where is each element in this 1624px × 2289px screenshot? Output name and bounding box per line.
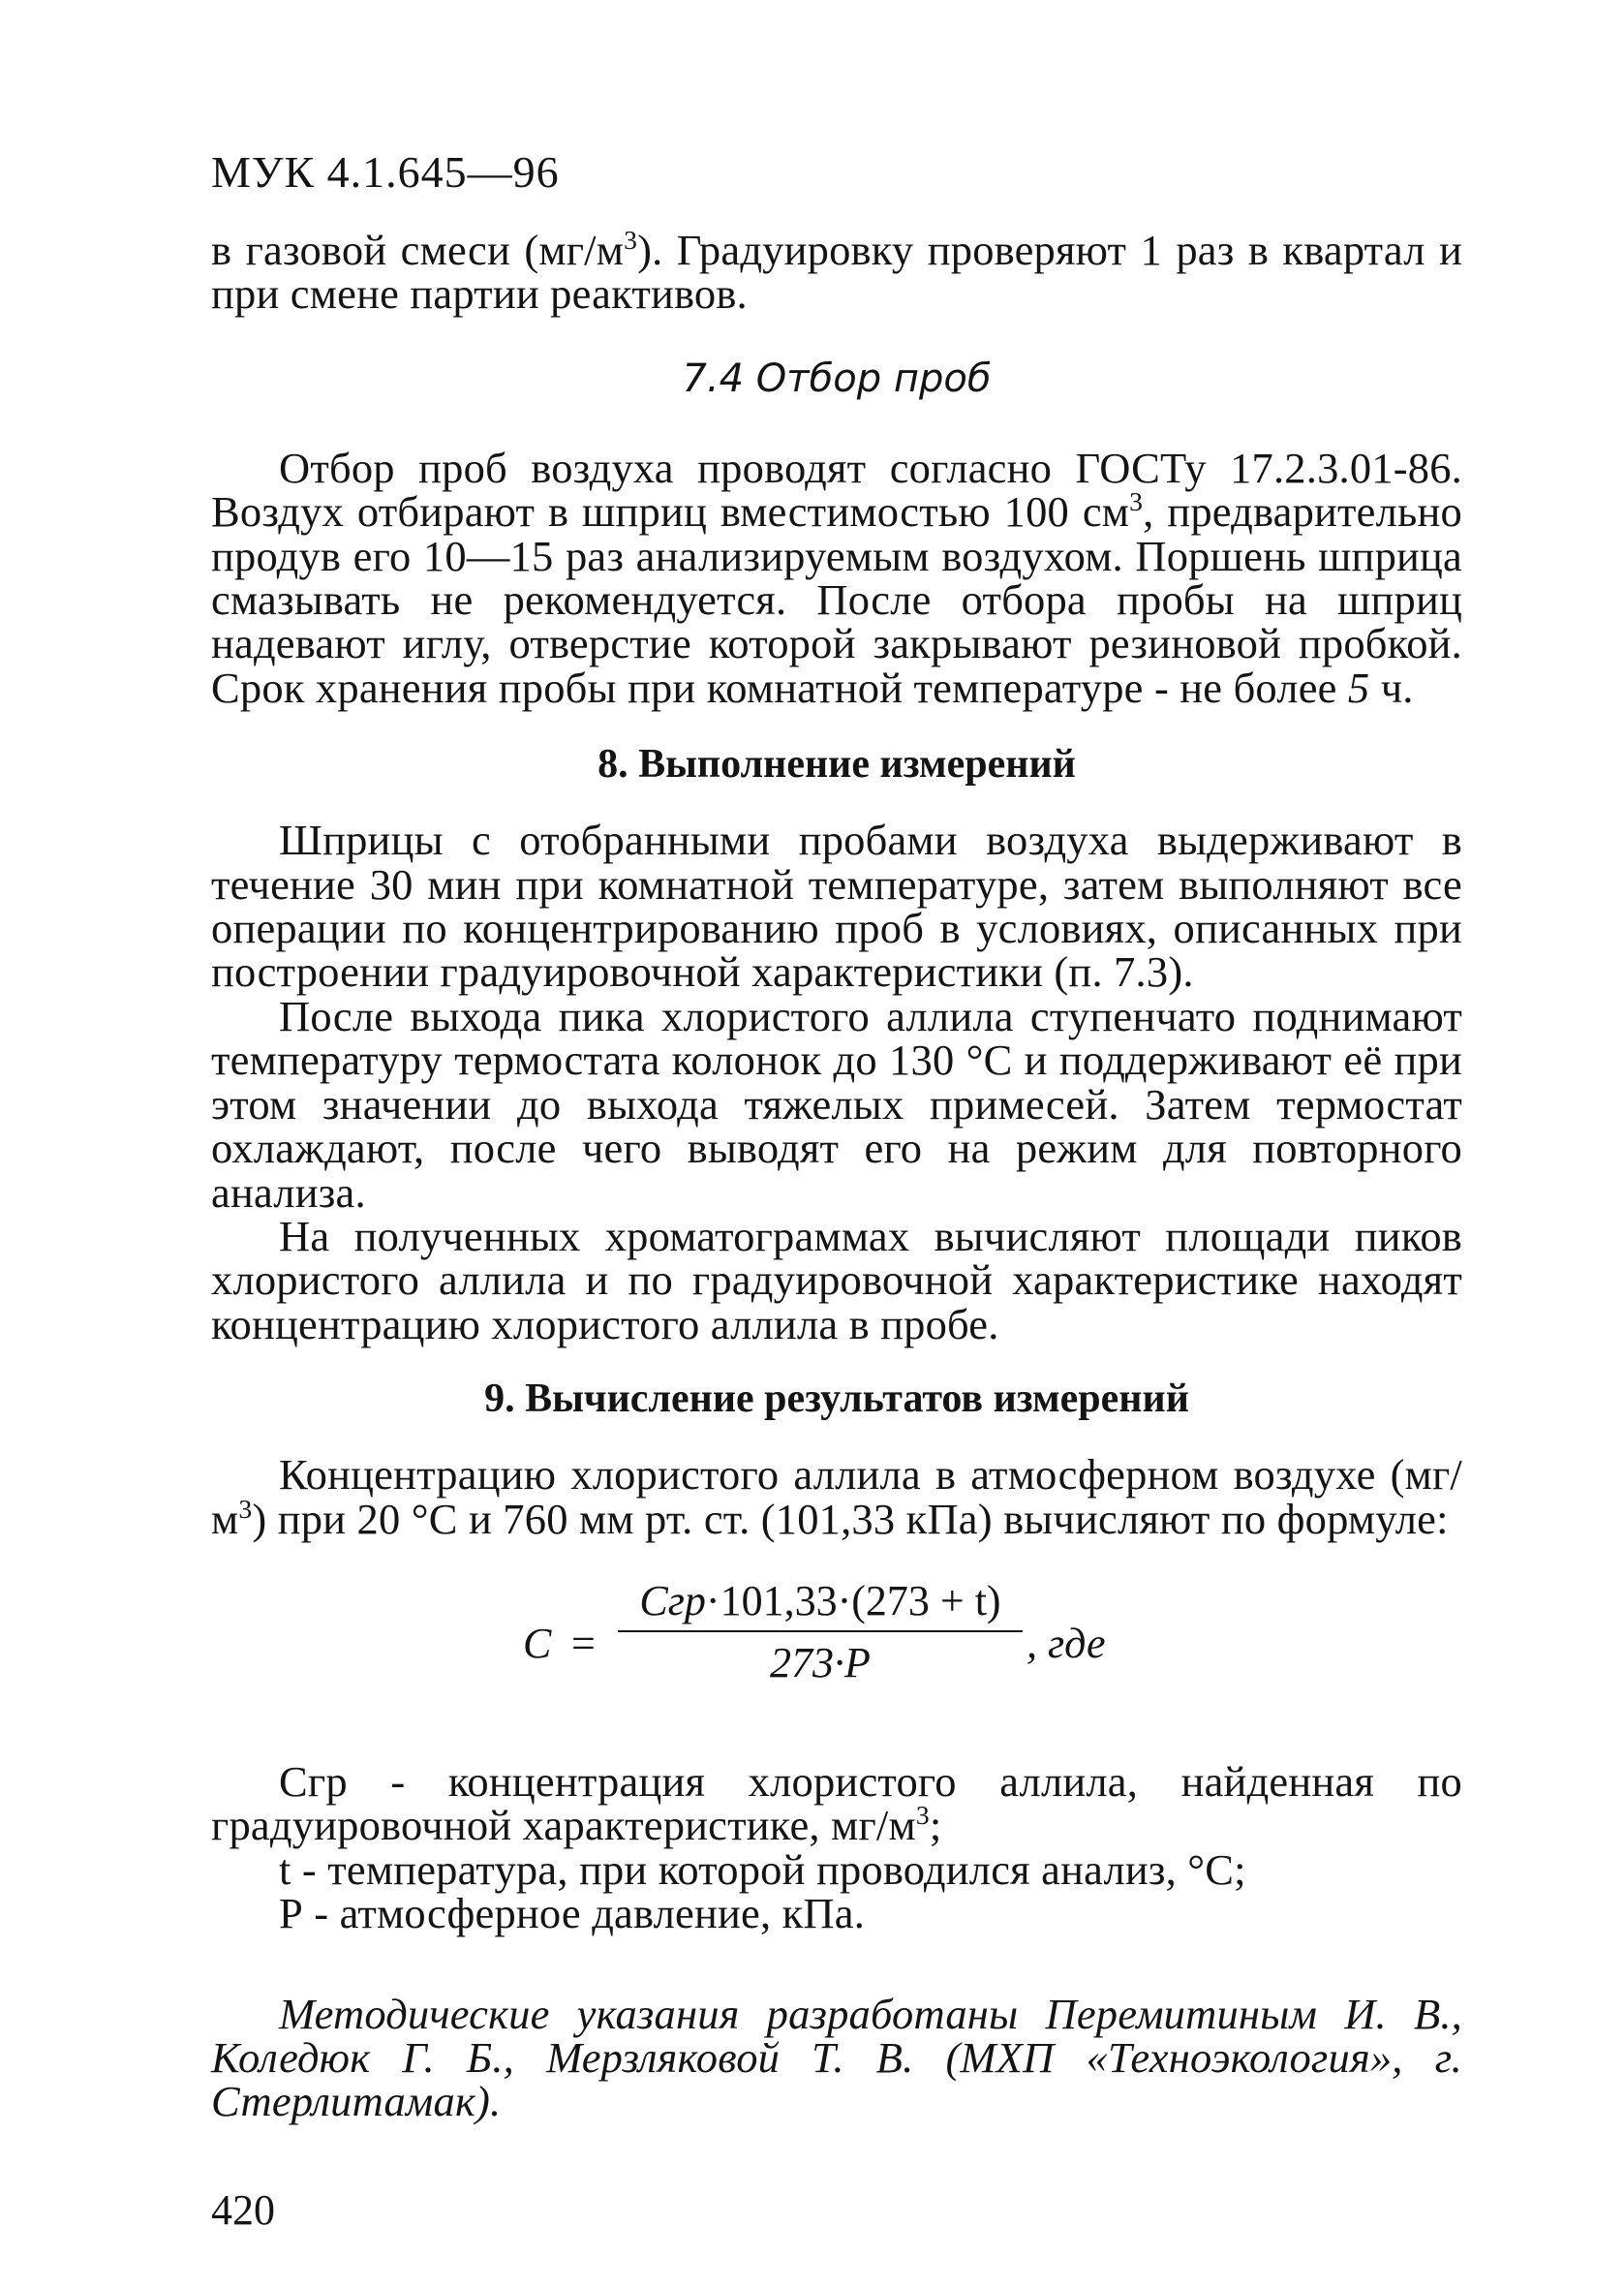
section-8-paragraph-3: На полученных хроматограммах вычисляют площади пиков хлористого аллила и по градуировочной характеристике находят концентрацию хлористого аллила в пробе. bbox=[211, 1211, 1462, 1348]
section-9-heading: 9. Вычисление результатов измерений bbox=[484, 1376, 1189, 1422]
formula-denominator: 273·P bbox=[770, 1638, 871, 1686]
credits-block bbox=[211, 1989, 1462, 2126]
formula-legend bbox=[211, 1756, 1462, 1938]
page-content bbox=[211, 145, 1462, 2235]
formula-numerator bbox=[618, 1576, 1023, 1626]
section-7-4-superscript: 3 bbox=[1129, 486, 1144, 517]
section-9-text-b: ) при 20 °С и 760 мм рт. ст. (101,33 кПа) вычисляют по формуле: bbox=[252, 1494, 1449, 1543]
section-8-paragraph-1: Шприцы с отобранными пробами воздуха выдерживают в течение 30 мин при комнатной температуре, затем выполняют все операции по концентрированию проб в условиях, описанных при построении градуировочной характеристики (п. 7.3). bbox=[211, 816, 1462, 997]
intro-superscript: 3 bbox=[624, 225, 638, 256]
legend-text-cgr-end: ; bbox=[929, 1801, 942, 1850]
section-7-4-text-b: , предварительно продув его 10—15 раз анализируемым воздухом. Поршень шприца смазывать не рекомендуется. После отбора пробы на шприц надевают иглу, отверстие которой закрывают резиновой пробкой. Срок хранения пробы при комнатной температуре - не более bbox=[211, 487, 1462, 712]
section-9-paragraph bbox=[211, 1450, 1462, 1543]
formula-tail: , где bbox=[1026, 1619, 1106, 1667]
section-8-heading: 8. Выполнение измерений bbox=[598, 742, 1076, 788]
section-9-text-a: Концентрацию хлористого аллила в атмосферном воздухе (мг/м bbox=[211, 1450, 1462, 1543]
section-7-4-heading: 7.4 Отбор проб bbox=[682, 356, 992, 401]
legend-item-cgr bbox=[211, 1756, 1462, 1850]
page-header: МУК 4.1.645—96 bbox=[211, 147, 560, 197]
formula-numerator-rest: ·101,33·(273 + t) bbox=[705, 1576, 1001, 1624]
formula-fraction-bar bbox=[618, 1630, 1023, 1632]
intro-paragraph bbox=[211, 225, 1462, 319]
formula-numerator-variable: Cгр bbox=[639, 1576, 706, 1624]
section-7-4-text-a: Отбор проб воздуха проводят согласно ГОСТу 17.2.3.01-86. Воздух отбирают в шприц вместимостью 100 см bbox=[211, 443, 1462, 537]
section-8-paragraph-2: После выхода пика хлористого аллила ступенчато поднимают температуру термостата колонок до 130 °С и поддерживают её при этом значении до выхода тяжелых примесей. Затем термостат охлаждают, после чего выводят его на режим для повторного анализа. bbox=[211, 991, 1462, 1217]
page-number: 420 bbox=[211, 2185, 275, 2234]
legend-item-t: t - температура, при которой проводился анализ, °С; bbox=[279, 1844, 1246, 1894]
credits-text: Методические указания разработаны Перемитиным И. В., Коледюк Г. Б., Мерзляковой Т. В. (МХП «Техноэкология», г. Стерлитамак). bbox=[211, 1989, 1462, 2126]
legend-symbol-cgr: Сгр bbox=[279, 1756, 348, 1806]
intro-text-a: в газовой смеси (мг/м bbox=[211, 226, 625, 274]
formula-fraction bbox=[618, 1576, 1023, 1688]
formula-equals: = bbox=[571, 1619, 596, 1667]
section-7-4-text-c: ч. bbox=[1369, 663, 1414, 712]
legend-superscript: 3 bbox=[915, 1800, 930, 1831]
section-9-superscript: 3 bbox=[238, 1493, 253, 1524]
storage-hours-value: 5 bbox=[1347, 663, 1370, 712]
section-7-4-paragraph bbox=[211, 443, 1462, 712]
legend-item-p: Р - атмосферное давление, кПа. bbox=[279, 1889, 866, 1938]
intro-text-b: ). Градуировку проверяют 1 раз в квартал и при смене партии реактивов. bbox=[211, 226, 1462, 319]
concentration-formula bbox=[211, 1576, 1462, 1721]
legend-text-cgr: - концентрация хлористого аллила, найденная по градуировочной характеристике, мг/м bbox=[211, 1756, 1462, 1850]
formula-lhs: C bbox=[523, 1619, 552, 1667]
